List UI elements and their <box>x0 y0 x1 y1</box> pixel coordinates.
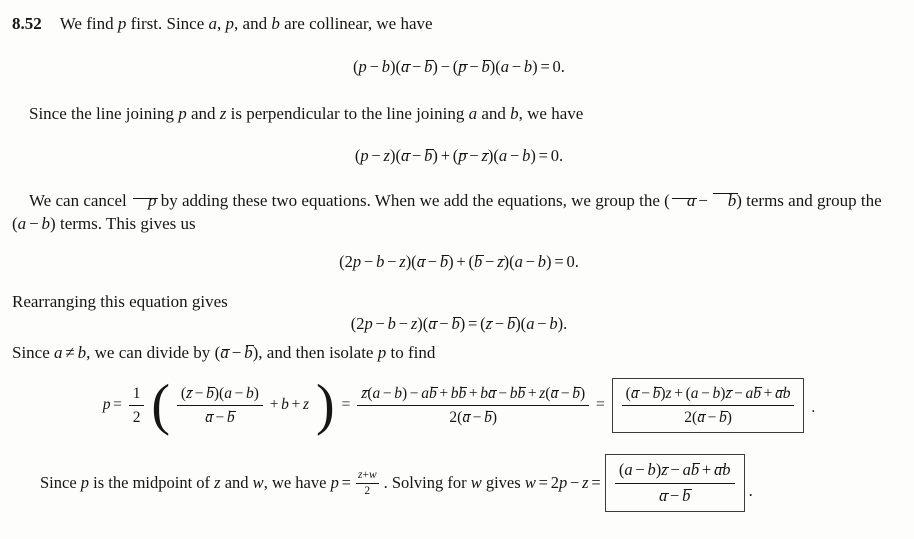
fraction-numerator: (a − b)z − ab + ab <box>615 460 735 484</box>
paragraph-6-text-1: Since p is the midpoint of z and w, we have p = <box>40 473 351 493</box>
fraction-denominator: 2(a − b) <box>449 408 498 426</box>
equation-4-text: (2p − b − z)(a − b) = (z − b)(a − b). <box>350 314 568 334</box>
fraction-answer-p <box>622 384 795 427</box>
paragraph-4-text: Rearranging this equation gives <box>12 291 228 311</box>
fraction-one-half <box>129 384 145 427</box>
boxed-answer-p <box>612 378 805 433</box>
fraction-expanded <box>357 384 589 427</box>
fraction-numerator: (z − b)(a − b) <box>177 384 263 406</box>
equation-2-text: (p − z)(a − b) + (p − z)(a − b) = 0. <box>354 146 564 166</box>
equals-sign: = <box>341 395 351 413</box>
paragraph-6-text-2: . Solving for w gives w = 2p − z = <box>383 473 601 493</box>
paragraph-5 <box>12 342 906 365</box>
equation-2 <box>12 145 906 167</box>
fraction-answer-w <box>615 460 735 506</box>
paragraph-6 <box>12 454 906 512</box>
paragraph-3-text: We can cancel p by adding these two equations. When we add the equations, we group the ( a − b) terms and group the (a − b) terms. This gives us <box>12 191 882 234</box>
fraction-denominator: 2 <box>132 408 141 426</box>
fraction-denominator: a − b <box>658 485 691 505</box>
paragraph-3 <box>12 190 906 236</box>
sentence-period: . <box>811 399 816 417</box>
paragraph-2 <box>12 103 906 126</box>
paragraph-1 <box>12 13 906 36</box>
problem-number: 8.52 <box>12 14 42 33</box>
fraction-z-plus-w-over-2 <box>356 469 379 498</box>
fraction-denominator: a − b <box>205 408 235 426</box>
paragraph-5-text: Since a ≠ b, we can divide by (a − b), and then isolate p to find <box>12 342 436 362</box>
fraction-numerator: z(a − b) − ab + bb + ba − bb + z(a − b) <box>357 384 589 406</box>
eq5-plus-b-plus-z: + b + z <box>269 395 309 413</box>
equation-4 <box>12 313 906 335</box>
fraction-numerator: 1 <box>129 384 145 406</box>
boxed-answer-w <box>605 454 745 512</box>
equals-sign: = <box>596 395 605 413</box>
fraction-numerator: z+w <box>356 469 379 484</box>
equation-3-text: (2p − b − z)(a − b) + (b − z)(a − b) = 0. <box>339 252 579 272</box>
fraction-numerator: (a − b)z + (a − b)z − ab + ab <box>622 384 795 406</box>
fraction-denominator: 2(a − b) <box>684 408 732 426</box>
eq5-lhs: p = <box>102 395 122 413</box>
equation-1-text: (p − b)(a − b) − (p − b)(a − b) = 0. <box>353 56 565 76</box>
sentence-period: . <box>748 481 753 501</box>
equation-5: p = $\frac{1}{2}$ ( $\frac{(z - b)(a - b)}{a - b}$ + b + z ) = $\frac{z(a - b) - ab + bb + ba - bb + z(a - b)}{2(a - b)}$ = $\frac{(a - b)z + (a - b)z - ab + ab}{2(a - b)}$ . <box>102 373 816 438</box>
paragraph-4 <box>12 291 906 314</box>
fraction-zbar-term <box>177 384 263 427</box>
paragraph-2-text: Since the line joining p and z is perpendicular to the line joining a and b, we have <box>29 104 584 124</box>
equation-1 <box>12 56 906 78</box>
fraction-denominator: 2 <box>364 484 371 497</box>
equation-3 <box>12 251 906 273</box>
paragraph-1-text: We find p first. Since a, p, and b are collinear, we have <box>59 14 433 33</box>
